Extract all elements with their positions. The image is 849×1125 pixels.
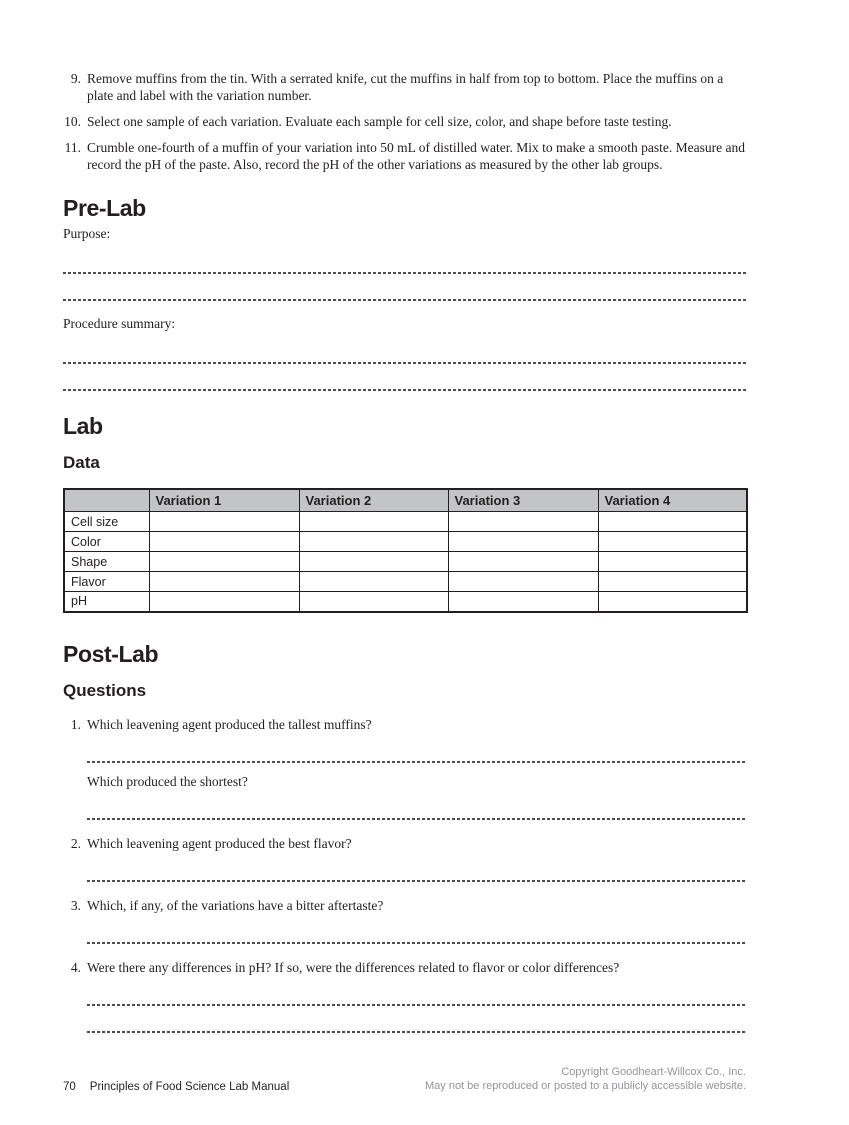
question-text: Were there any differences in pH? If so, were the differences related to flavor or color differences? (87, 959, 620, 975)
blank-cell (598, 572, 747, 592)
table-header-cell: Variation 4 (598, 489, 747, 512)
manual-title: Principles of Food Science Lab Manual (89, 1081, 290, 1093)
question-item (63, 897, 746, 914)
step-number: 11. (64, 140, 81, 155)
data-table (63, 488, 748, 613)
table-header-cell (64, 489, 149, 512)
question-item (63, 835, 746, 852)
questions-subheading: Questions (63, 680, 147, 700)
question-number: 3. (70, 897, 81, 913)
page-content (63, 70, 746, 1033)
procedure-step (63, 70, 746, 104)
row-label-cell: Color (64, 532, 149, 552)
blank-cell (448, 592, 598, 612)
blank-cell (448, 512, 598, 532)
question-number: 4. (70, 959, 81, 975)
question-number: 2. (70, 835, 81, 851)
question-text: Which leavening agent produced the best flavor? (87, 835, 352, 851)
blank-cell (299, 572, 448, 592)
table-row (64, 572, 747, 592)
purpose-label: Purpose: (63, 226, 111, 241)
answer-line (87, 880, 746, 882)
blank-cell (598, 532, 747, 552)
row-label-cell: pH (64, 592, 149, 612)
procedure-steps (63, 70, 746, 173)
answer-line (63, 299, 746, 301)
question-item (63, 716, 746, 733)
row-label-cell: Shape (64, 552, 149, 572)
page-footer (63, 1065, 746, 1093)
row-label-cell: Flavor (64, 572, 149, 592)
blank-cell (598, 552, 747, 572)
lab-heading: Lab (63, 413, 103, 439)
table-row (64, 552, 747, 572)
blank-cell (448, 572, 598, 592)
question-text: Which leavening agent produced the tallest muffins? (87, 716, 372, 732)
answer-line (87, 942, 746, 944)
page-number: 70 (63, 1081, 76, 1093)
step-text: Remove muffins from the tin. With a serrated knife, cut the muffins in half from top to bottom. Place the muffins on a plate and label with the variation number. (87, 71, 724, 103)
blank-cell (299, 512, 448, 532)
table-header-cell: Variation 2 (299, 489, 448, 512)
row-label-cell: Cell size (64, 512, 149, 532)
blank-cell (299, 592, 448, 612)
step-number: 10. (64, 114, 81, 129)
question-text: Which, if any, of the variations have a bitter aftertaste? (87, 897, 384, 913)
post-lab-heading: Post-Lab (63, 640, 159, 667)
answer-line (63, 272, 746, 274)
procedure-step (63, 113, 746, 130)
answer-line (87, 1004, 746, 1006)
footer-left (63, 1081, 289, 1093)
copyright-line: Copyright Goodheart-Willcox Co., Inc. (561, 1066, 746, 1078)
data-subheading: Data (63, 453, 100, 472)
table-header-row (64, 489, 747, 512)
table-header-cell: Variation 1 (149, 489, 299, 512)
question-followup-text: Which produced the shortest? (87, 773, 248, 789)
blank-cell (299, 552, 448, 572)
question-item (63, 959, 746, 976)
question-number: 1. (70, 716, 81, 732)
blank-cell (149, 572, 299, 592)
table-row (64, 512, 747, 532)
table-header-cell: Variation 3 (448, 489, 598, 512)
answer-line (87, 761, 746, 763)
answer-line (87, 818, 746, 820)
copyright-line: May not be reproduced or posted to a publicly accessible website. (424, 1080, 746, 1092)
blank-cell (598, 592, 747, 612)
blank-cell (149, 552, 299, 572)
blank-cell (149, 592, 299, 612)
blank-cell (149, 532, 299, 552)
answer-line (87, 1031, 746, 1033)
procedure-step (63, 139, 746, 173)
answer-line (63, 389, 746, 391)
blank-cell (448, 552, 598, 572)
answer-line (63, 362, 746, 364)
blank-cell (448, 532, 598, 552)
step-number: 9. (70, 71, 81, 86)
blank-cell (299, 532, 448, 552)
blank-cell (149, 512, 299, 532)
pre-lab-heading: Pre-Lab (63, 195, 146, 221)
step-text: Crumble one-fourth of a muffin of your variation into 50 mL of distilled water. Mix to make a smooth paste. Measure and record the pH of the paste. Also, record the pH of the other variations as measured by the other lab groups. (87, 140, 745, 172)
blank-cell (598, 512, 747, 532)
table-row (64, 532, 747, 552)
procedure-summary-label: Procedure summary: (63, 316, 176, 331)
step-text: Select one sample of each variation. Evaluate each sample for cell size, color, and shape before taste testing. (87, 114, 672, 129)
footer-copyright (425, 1065, 746, 1093)
table-row (64, 592, 747, 612)
